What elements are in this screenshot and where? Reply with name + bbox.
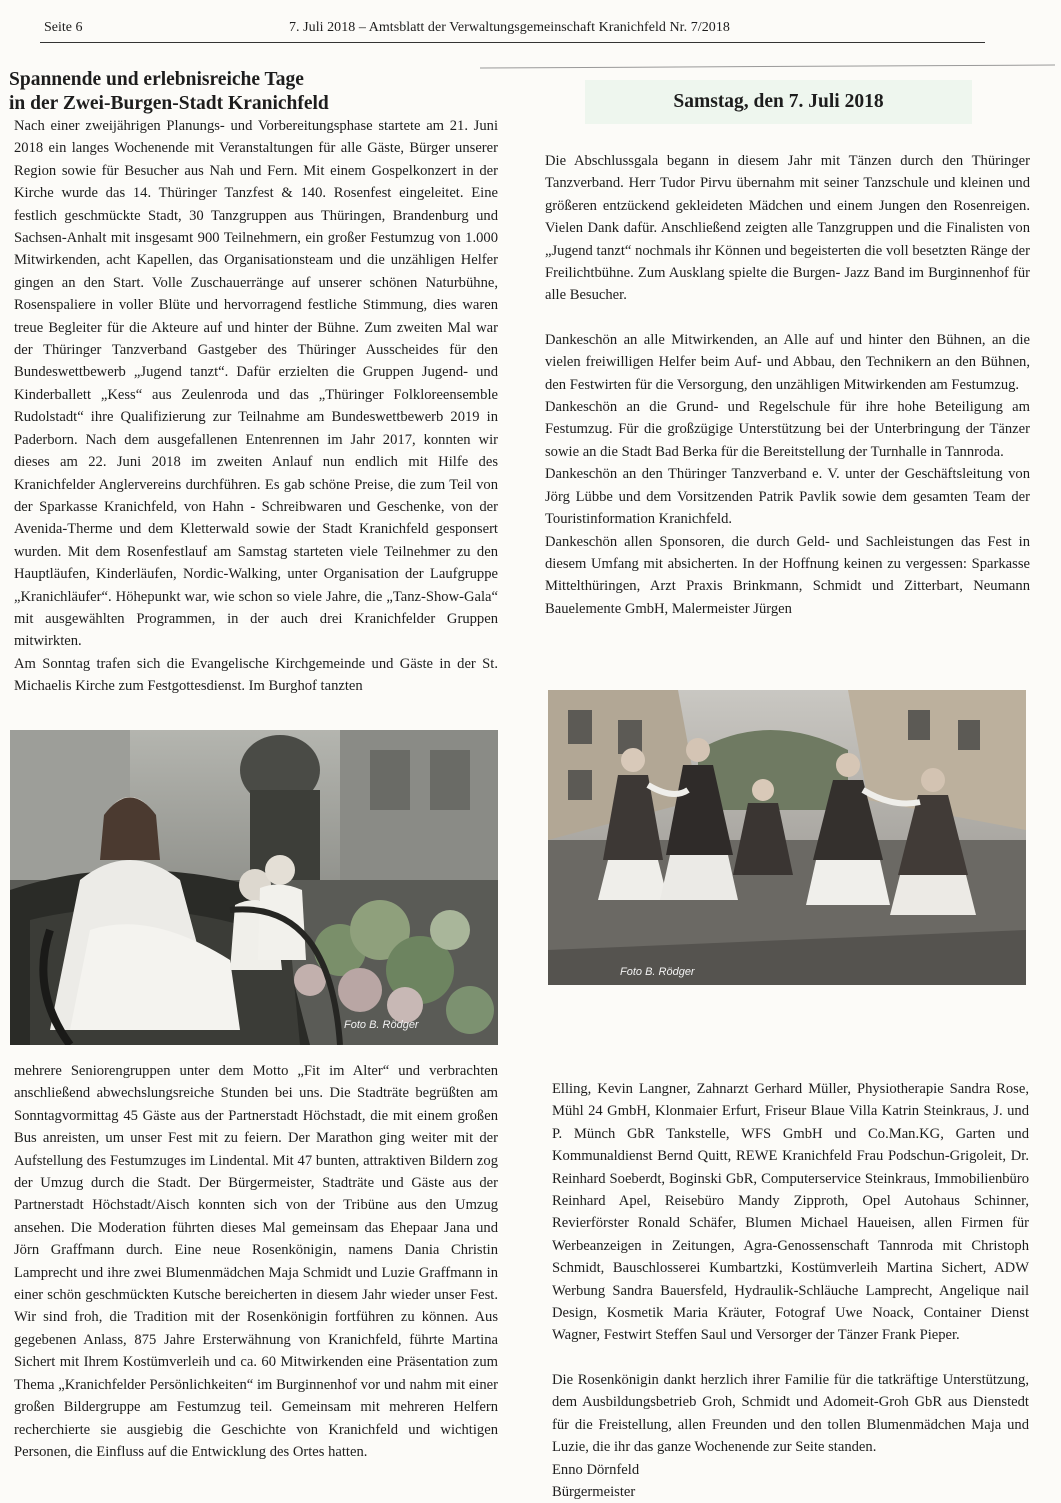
thanks-paragraph-2: Dankeschön an die Grund- und Regelschule für ihre hohe Beteiligung am Festumzug. Für die großzügige Unterstützung bei der Unterbringung der Tänzer sowie an die Stadt Bad Berka für die Bereitstellung der Turnhalle in Tannroda. — [545, 399, 1030, 460]
dancers-photo-art — [548, 690, 1026, 985]
header-rule — [40, 42, 985, 43]
thanks-paragraph-1: Dankeschön an alle Mitwirkenden, an Alle auf und hinter den Bühnen, an die vielen freiwilligen Helfer beim Auf- und Abbau, den Technikern an den Bühnen, den Festwirten für die Versorgung, den unzähligen Mitwirkenden am Festumzug. — [545, 331, 1030, 393]
signature-name: Enno Dörnfeld — [552, 1462, 640, 1478]
right-column-bottom — [552, 1078, 1029, 1459]
thanks-paragraph-3: Dankeschön an den Thüringer Tanzverband e. V. unter der Geschäftsleitung von Jörg Lübbe und dem Vorsitzenden Patrik Pavlik sowie dem gesamten Team der Touristinformation Kranichfeld. — [545, 466, 1030, 528]
sponsors-continued: Elling, Kevin Langner, Zahnarzt Gerhard Müller, Physiotherapie Sandra Rose, Mühl 24 GmbH, Klonmaier Erfurt, Friseur Blaue Villa Katrin Steinkraus, J. und P. Münch GbR Tankstelle, WFS GmbH und Co.Man.KG, Garten und Kommunaldienst Bernd Quitt, REWE Kranichfeld Frau Podschun-Grigoleit, Dr. Reinhard Soeberdt, Boginski GbR, Computerservice Steinkraus, Immobilienbüro Reinhard Apel, Reisebüro Mandy Zipproth, Opel Autohaus Schinner, Revierförster Ronald Schäfer, Blumen Michael Haueisen, allen Firmen für Werbeanzeigen in Zeitungen, Agra-Genossenschaft Tannroda mit Christoph Schmidt, Bauschlosserei Kumbartzki, Kostümverleih Martina Sichert, ADW Werbung Sandra Bauersfeld, Hydraulik-Schläuche Lamprecht, Angelique nail Design, Kosmetik Maria Kräuter, Fotograf Uwe Noack, Container Dienst Wagner, Festwirt Steffen Saul und Versorger der Tänzer Frank Pieper. — [552, 1081, 1029, 1344]
signature-block — [552, 1459, 639, 1503]
left-column-top — [14, 115, 498, 698]
column-rule — [480, 64, 1055, 68]
photo-dancers-street — [548, 690, 1026, 985]
headline-line-1: Spannende und erlebnisreiche Tage — [9, 69, 304, 90]
article-paragraph-2: Am Sonntag trafen sich die Evangelische Kirchgemeinde und Gäste in der St. Michaelis Kirche zum Festgottesdienst. Im Burghof tanzten — [14, 655, 498, 695]
photo-rose-queen-carriage — [10, 730, 498, 1045]
photo1-credit: Foto B. Rödger — [344, 1019, 419, 1031]
saturday-heading-box — [585, 80, 972, 124]
gala-paragraph: Die Abschlussgala begann in diesem Jahr mit Tänzen durch den Thüringer Tanzverband. Herr Tudor Pirvu übernahm mit seiner Tanzschule und kleinen und größeren entzückend gekleideten Mädchen und einem Jungen den Rosenreigen. Vielen Dank dafür. Anschließend zeigten alle Tanzgruppen und die Finalisten von „Jugend tanzt“ nochmals ihr Können und begeisterten die voll besetzten Ränge der Freilichtbühne. Zum Ausklang spielte die Burgen- Jazz Band im Burginnenhof für alle Besucher. — [545, 153, 1030, 304]
saturday-heading: Samstag, den 7. Juli 2018 — [673, 91, 884, 112]
article-headline — [9, 68, 509, 116]
thanks-paragraph-4: Dankeschön allen Sponsoren, die durch Geld- und Sachleistungen das Fest in diesem Umfang mit absicherten. In der Hoffnung keinen zu vergessen: Sparkasse Mittelthüringen, Arzt Praxis Brinkmann, Schmidt und Zitterbart, Neumann Bauelemente GmbH, Malermeister Jürgen — [545, 533, 1030, 617]
article-paragraph-3: mehrere Seniorengruppen unter dem Motto „Fit im Alter“ und verbrachten anschließend abwechslungsreiche Stunden bei uns. Die Stadträte begrüßten am Sonntagvormittag 45 Gäste aus der Partnerstadt Höchstadt, die mit einem großen Bus anreisten, um unser Fest mit zu feiern. Der Marathon ging weiter mit der Aufstellung des Festumzuges im Lindental. Mit 47 bunten, attraktiven Bildern zog der Umzug durch die Stadt. Der Bürgermeister, Stadträte und Gäste aus der Partnerstadt Höchstadt/Aisch konnten sich von der Tribüne aus den Umzug ansehen. Die Moderation führten dieses Mal gemeinsam das Ehepaar Jana und Jörn Graffmann durch. Eine neue Rosenkönigin, namens Dania Christin Lamprecht und ihre zwei Blumenmädchen Maja Schmidt und Luzie Graffmann in einer schön geschmückten Kutsche bereicherten in diesem Jahr wieder unser Fest. Wir sind froh, die Tradition mit der Rosenkönigin fortführen zu können. Aus gegebenen Anlass, 875 Jahre Ersterwähnung von Kranichfeld, führte Martina Sichert mit Ihrem Kostümverleih und ca. 60 Mitwirkenden eine Präsentation zum Thema „Kranichfelder Persönlichkeiten“ im Burginnenhof vor und nahm mit einer großen Bildergruppe am Festumzug teil. Gemeinsam mit mehreren Helfern recherchierte sie ausgiebig die Geschichte von Kranichfeld und wichtigen Personen, die Einfluss auf die Entwicklung des Ortes hatten. — [14, 1063, 498, 1460]
page-header — [0, 0, 1061, 48]
article-paragraph-1: Nach einer zweijährigen Planungs- und Vorbereitungsphase startete am 21. Juni 2018 ein langes Wochenende mit Veranstaltungen für alle Gäste, Bürger unserer Region sowie für Besucher aus Nah und Fern. Mit einem Gospelkonzert in der Kirche wurde das 14. Thüringer Tanzfest & 140. Rosenfest eingeleitet. Eine festlich geschmückte Stadt, 30 Tanzgruppen aus Thüringen, Brandenburg und Sachsen-Anhalt mit insgesamt 900 Teilnehmern, ein großer Festumzug von 1.000 Mitwirkenden, acht Kapellen, das Organisationsteam und die unzähligen Helfer gingen an den Start. Volle Zuschauerränge auf unserer schönen Naturbühne, Rosenspaliere in voller Blüte und hervorragend festliche Stimmung, dies waren treue Begleiter für die Akteure auf und hinter der Bühne. Zum zweiten Mal war der Thüringer Tanzverband Gastgeber des Thüringer Ausscheides für den Bundeswettbewerb „Jugend tanzt“. Dafür erzielten die Gruppen Jugend- und Kinderballett „Kess“ aus Zeulenroda und das „Thüringer Folkloreensemble Rudolstadt“ ihre Qualifizierung zur Teilnahme am Bundeswettbewerb 2019 in Paderborn. Nach dem ausgefallenen Entenrennen im Jahr 2017, konnten wir dieses am 22. Juni 2018 im zweiten Anlauf nun endlich mit Hilfe des Kranichfelder Anglervereins durchführen. Es gab schöne Preise, die zum Teil von der Sparkasse Kranichfeld, von Hahn - Schreibwaren und Geschenke, von der Avenida-Therme und dem Kletterwald sowie der Stadt Kranichfeld gesponsert wurden. Mit dem Rosenfestlauf am Samstag starteten viele Teilnehmer zu den Hauptläufen, Kinderläufen, Nordic-Walking, unter Organisation der Laufgruppe „Kranichläufer“. Höhepunkt war, wie schon so viele Jahre, die „Tanz-Show-Gala“ mit ausgewählten Programmen, in der auch drei Kranichfelder Gruppen mitwirkten. — [14, 118, 498, 650]
right-column-top — [545, 150, 1030, 620]
carriage-photo-art — [10, 730, 498, 1045]
issue-line: 7. Juli 2018 – Amtsblatt der Verwaltungsgemeinschaft Kranichfeld Nr. 7/2018 — [289, 20, 730, 35]
left-column-bottom — [14, 1060, 498, 1463]
photo2-credit: Foto B. Rödger — [620, 966, 695, 978]
page-number: Seite 6 — [44, 20, 83, 35]
headline-line-2: in der Zwei-Burgen-Stadt Kranichfeld — [9, 93, 329, 114]
signature-role: Bürgermeister — [552, 1484, 636, 1500]
rose-queen-thanks: Die Rosenkönigin dankt herzlich ihrer Familie für die tatkräftige Unterstützung, dem Ausbildungsbetrieb Groh, Schmidt und Adomeit-Groh GbR aus Dienstedt für die Freistellung, allen Freunden und den tollen Blumenmädchen Maja und Luzie, die ihr das ganze Wochenende zur Seite standen. — [552, 1371, 1029, 1456]
